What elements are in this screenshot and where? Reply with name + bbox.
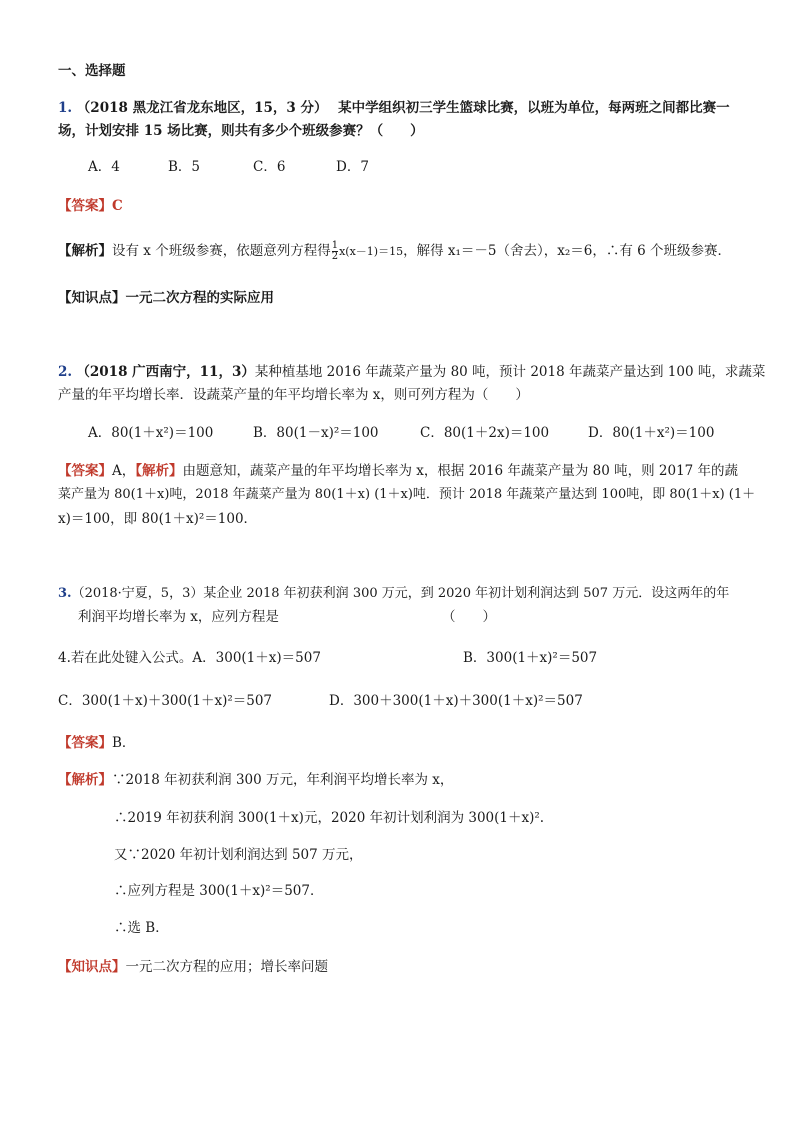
question-1-option-a: A．4 [88, 159, 120, 175]
question-3-option-c: C．300(1＋x)＋300(1＋x)²＝507 [58, 693, 273, 709]
question-1-knowledge [58, 289, 274, 307]
question-2-analysis-line1 [58, 462, 738, 480]
question-2-analysis-line2: 菜产量为 80(1＋x)吨，2018 年蔬菜产量为 80(1＋x) (1＋x)吨．预计 2018 年蔬菜产量达到 100吨，即 80(1＋x) (1＋ [58, 487, 756, 502]
question-3-option-row1 [58, 649, 321, 667]
question-2-stem: 某种植基地 2016 年蔬菜产量为 80 吨，预计 2018 年蔬菜产量达到 100 吨，求蔬菜 [254, 364, 766, 380]
question-2-stem-line1 [58, 363, 765, 381]
analysis-tag: 【解析】 [135, 463, 183, 479]
question-1-option-d: D．7 [336, 159, 369, 175]
formula-placeholder: 4.若在此处键入公式。 [58, 650, 193, 666]
question-2-option-d: D．80(1＋x²)＝100 [588, 425, 715, 441]
question-1-option-b: B．5 [168, 159, 201, 175]
question-1-answer [58, 197, 123, 215]
question-1-stem: 某中学组织初三学生篮球比赛，以班为单位，每两班之间都比赛一 [338, 100, 730, 116]
question-3-paren: （ ） [442, 609, 496, 625]
question-3-stem-line1 [58, 585, 729, 603]
question-3-number: 3. [58, 586, 72, 601]
fraction-numerator: 1 [331, 240, 339, 251]
question-3-stem: （2018·宁夏，5，3）某企业 2018 年初获利润 300 万元，到 2020 年初计划利润达到 507 万元．设这两年的年 [71, 586, 730, 601]
knowledge-tag: 【知识点】 [58, 290, 126, 306]
question-3-option-d: D．300＋300(1＋x)＋300(1＋x)²＝507 [329, 693, 583, 709]
question-1-analysis [58, 241, 731, 262]
fraction-denominator: 2 [331, 251, 339, 262]
answer-value: C [112, 198, 123, 214]
question-2-option-a: A．80(1＋x²)＝100 [88, 425, 214, 441]
question-3-analysis-line2: ∴2019 年初获利润 300(1＋x)元，2020 年初计划利润为 300(1＋x)². [114, 810, 545, 826]
question-3-stem-line2 [78, 608, 279, 626]
analysis-text-pre: 设有 x 个班级参赛，依题意列方程得 [112, 243, 331, 259]
question-2-number: 2. [58, 364, 73, 380]
answer-tag: 【答案】 [58, 735, 112, 751]
answer-tag: 【答案】 [58, 198, 112, 214]
analysis-tag: 【解析】 [58, 243, 112, 259]
question-3-analysis-line5: ∴选 B． [114, 920, 169, 936]
knowledge-tag: 【知识点】 [58, 959, 126, 975]
analysis-text: ∵2018 年初获利润 300 万元，年利润平均增长率为 x， [112, 772, 454, 788]
analysis-equation: x(x－1)＝15 [339, 245, 404, 258]
analysis-text-post: ，解得 x₁＝－5（舍去），x₂＝6，∴有 6 个班级参赛． [403, 243, 732, 259]
question-3-stem-cont: 利润平均增长率为 x，应列方程是 [78, 609, 279, 625]
question-2-option-c: C．80(1＋2x)＝100 [420, 425, 550, 441]
knowledge-text: 一元二次方程的应用；增长率问题 [125, 959, 328, 975]
question-1-stem-line2: 场，计划安排 15 场比赛，则共有多少个班级参赛？（ ） [58, 123, 424, 139]
question-3-analysis-line3: 又∵2020 年初计划利润达到 507 万元， [114, 847, 363, 863]
question-1-stem-line1 [58, 99, 730, 117]
analysis-tag: 【解析】 [58, 772, 112, 788]
question-1-number: 1. [58, 100, 73, 116]
section-title: 一、选择题 [58, 63, 126, 79]
question-1-option-c: C．6 [253, 159, 286, 175]
question-3-analysis-line4: ∴应列方程是 300(1＋x)²＝507． [114, 883, 324, 899]
question-3-knowledge [58, 958, 328, 976]
answer-value: B． [112, 735, 136, 751]
question-2-option-b: B．80(1－x)²＝100 [253, 425, 379, 441]
answer-tag: 【答案】 [58, 463, 112, 479]
question-1-source: （2018 黑龙江省龙东地区，15，3 分） [76, 100, 328, 116]
answer-value: A， [112, 463, 136, 479]
question-2-source: （2018 广西南宁，11，3） [76, 364, 255, 380]
question-3-option-a: A．300(1＋x)＝507 [192, 650, 321, 666]
knowledge-text: 一元二次方程的实际应用 [125, 290, 274, 306]
fraction-half [332, 241, 338, 262]
question-3-answer [58, 734, 135, 752]
question-3-analysis-line1 [58, 771, 453, 789]
question-2-analysis-line3: x)＝100，即 80(1＋x)²＝100． [58, 511, 258, 527]
question-2-stem-line2: 产量的年平均增长率．设蔬菜产量的年平均增长率为 x，则可列方程为（ ） [58, 387, 529, 403]
analysis-text: 由题意知，蔬菜产量的年平均增长率为 x，根据 2016 年蔬菜产量为 80 吨，则 2017 年的蔬 [182, 463, 739, 479]
question-3-option-b: B．300(1＋x)²＝507 [463, 650, 598, 666]
